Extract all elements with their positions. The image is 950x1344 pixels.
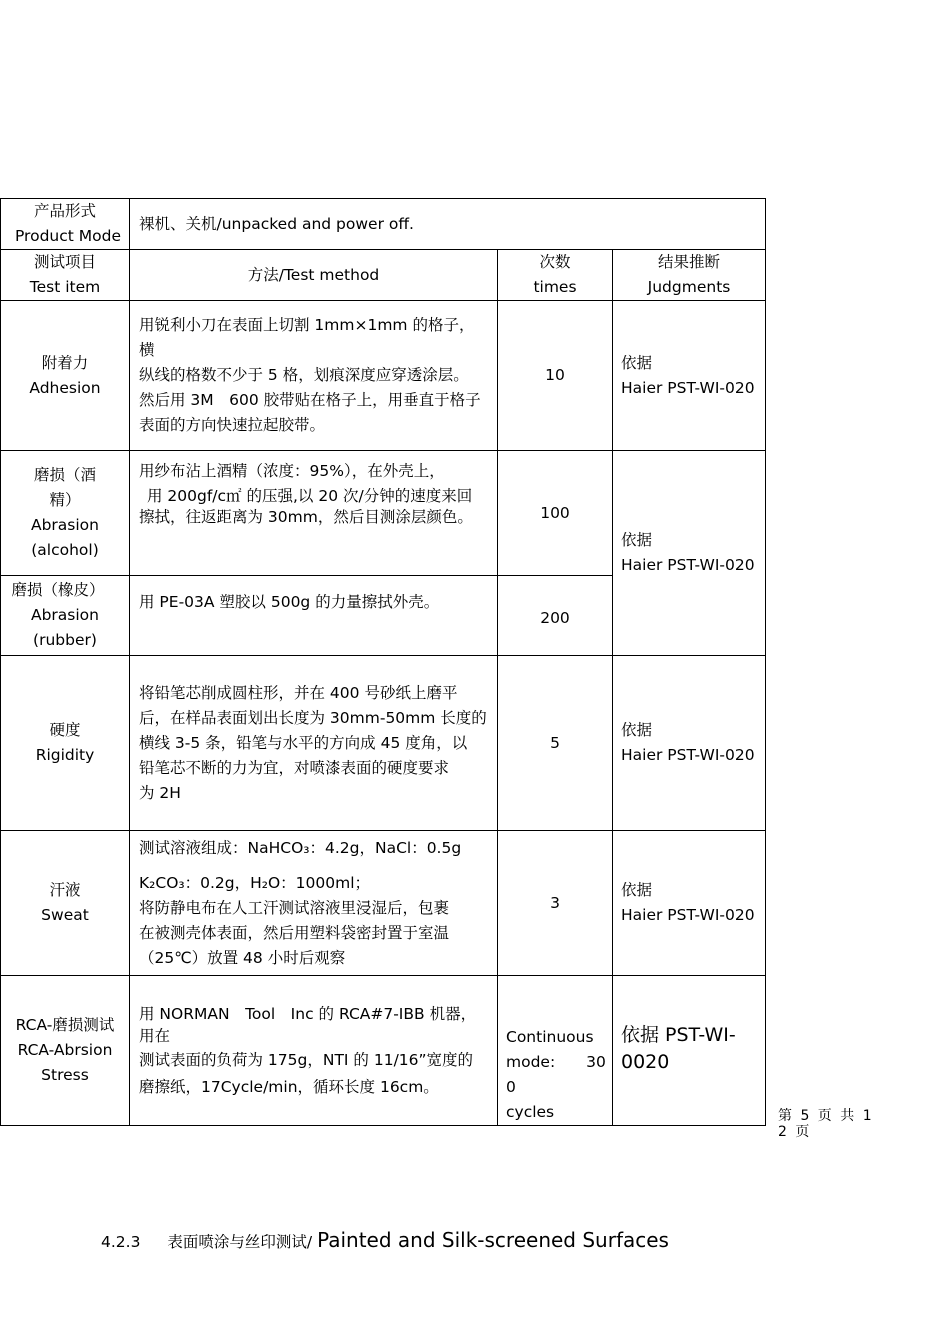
section-number: 4.2.3 [101,1233,141,1251]
method-cell: 用 PE-03A 塑胶以 500g 的力量擦拭外壳。 [130,576,498,656]
section-title-en: Painted and Silk-screened Surfaces [317,1228,669,1252]
header-test-item: 测试项目 Test item [1,250,130,301]
item-cell: 汗液 Sweat [1,831,130,976]
item-cell: RCA-磨损测试 RCA-Abrsion Stress [1,976,130,1126]
times-cell: 3 [498,831,613,976]
item-cell: 附着力 Adhesion [1,301,130,451]
method-cell: 用纱布沾上酒精（浓度：95%），在外壳上， 用 200gf/c㎡ 的压强,以 20 次/分钟的速度来回 擦拭，往返距离为 30mm，然后目测涂层颜色。 [130,451,498,576]
table-header-row [1,250,766,301]
times-cell: 100 [498,451,613,576]
table-row-abrasion-alcohol [1,451,766,576]
method-cell: 用锐利小刀在表面上切割 1mm×1mm 的格子， 横 纵线的格数不少于 5 格，划痕深度应穿透涂层。 然后用 3M 600 胶带贴在格子上，用垂直于格子 表面的方向快速拉起胶带。 [130,301,498,451]
section-title-cn: 表面喷涂与丝印测试/ [167,1233,313,1251]
method-cell: 将铅笔芯削成圆柱形，并在 400 号砂纸上磨平 后，在样品表面划出长度为 30mm-50mm 长度的 横线 3-5 条，铅笔与水平的方向成 45 度角，以 铅笔芯不断的力为宜，对喷漆表面的硬度要求 为 2H [130,656,498,831]
item-cell: 磨损（橡皮） Abrasion (rubber) [1,576,130,656]
product-model-value: 裸机、关机/unpacked and power off. [130,199,766,250]
times-cell: 5 [498,656,613,831]
product-model-label: 产品形式 Product Mode [1,199,130,250]
product-model-row [1,199,766,250]
table-row-rigidity [1,656,766,831]
judgment-cell: 依据 Haier PST-WI-020 [613,451,766,656]
header-times: 次数 times [498,250,613,301]
times-cell: 10 [498,301,613,451]
header-judgments: 结果推断 Judgments [613,250,766,301]
judgment-cell: 依据 PST-WI- 0020 [613,976,766,1126]
judgment-cell: 依据 Haier PST-WI-020 [613,656,766,831]
times-cell: Continuous mode: 30 0 cycles [498,976,613,1126]
page-number: 第 5 页 共 1 2 页 [778,1108,874,1140]
table-row-adhesion [1,301,766,451]
table-row-rca-abrasion [1,976,766,1126]
section-heading [101,1228,669,1252]
method-cell: 测试溶液组成：NaHCO₃：4.2g，NaCl：0.5g K₂CO₃：0.2g，H₂O：1000ml； 将防静电布在人工汗测试溶液里浸湿后，包裹 在被测壳体表面，然后用塑料袋密封置于室温 （25℃）放置 48 小时后观察 [130,831,498,976]
method-cell: 用 NORMAN Tool Inc 的 RCA#7-IBB 机器， 用在 测试表面的负荷为 175g，NTI 的 11/16”宽度的 磨擦纸，17Cycle/min，循环长度 16cm。 [130,976,498,1126]
header-test-method: 方法/Test method [130,250,498,301]
judgment-cell: 依据 Haier PST-WI-020 [613,301,766,451]
times-cell: 200 [498,576,613,656]
item-cell: 磨损（酒 精） Abrasion (alcohol) [1,451,130,576]
table-row-sweat [1,831,766,976]
judgment-cell: 依据 Haier PST-WI-020 [613,831,766,976]
item-cell: 硬度 Rigidity [1,656,130,831]
test-spec-table [0,198,766,1126]
